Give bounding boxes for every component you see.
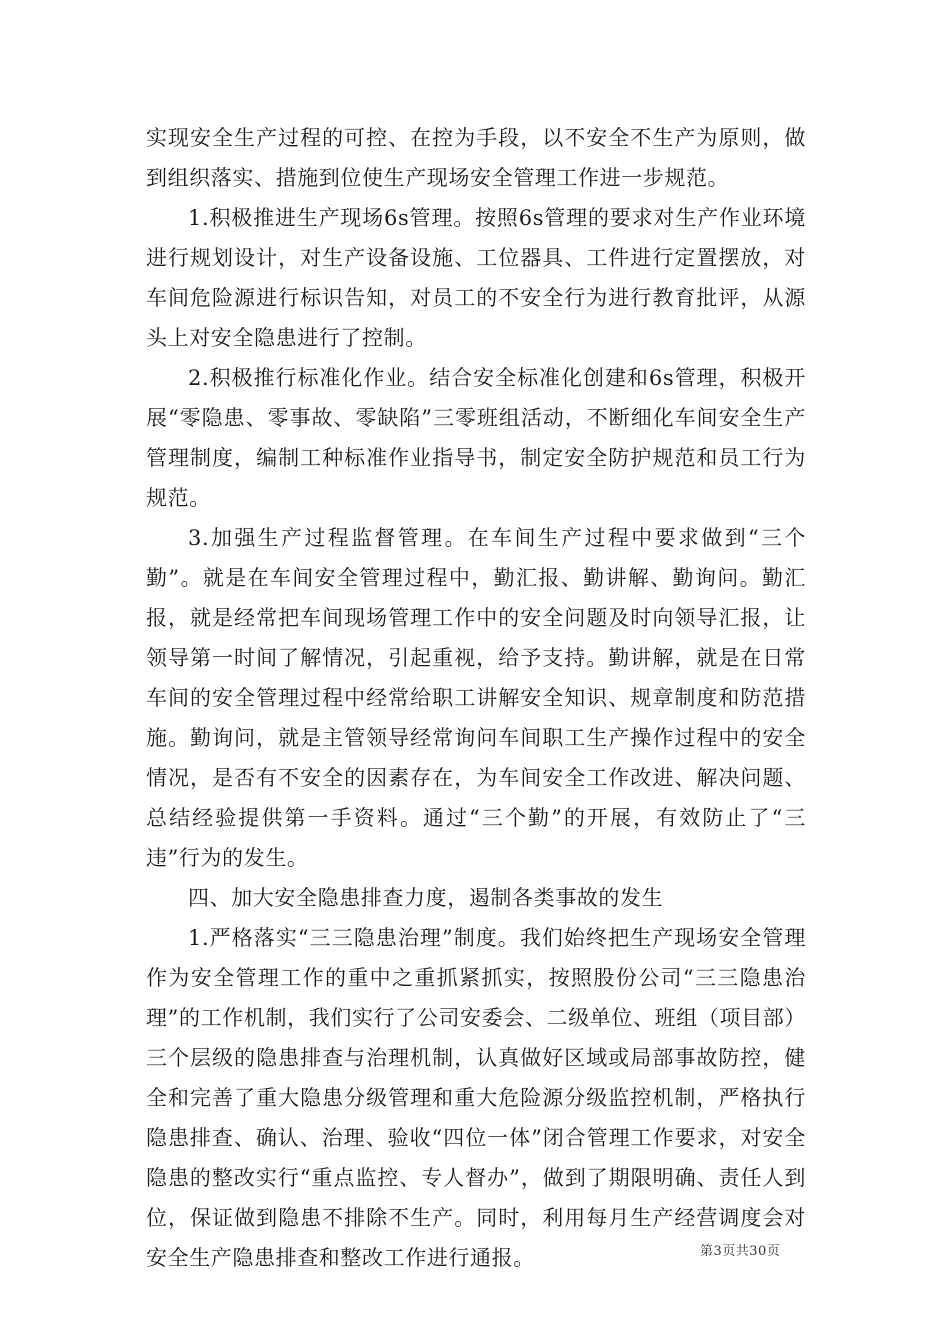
section-heading-hazard-inspection: 四、加大安全隐患排查力度，遏制各类事故的发生 — [188, 886, 664, 910]
paragraph-hazard-governance: 1.严格落实“三三隐患治理”制度。我们始终把生产现场安全管理作为安全管理工作的重中之重抓紧抓实，按照股份公司“三三隐患治理”的工作机制，我们实行了公司安委会、二级单位、班组（项目部）三个层级的隐患排查与治理机制，认真做好区域或局部事故防控，健全和完善了重大隐患分级管理和重大危险源分级监控机制，严格执行隐患排查、确认、治理、验收“四位一体”闭合管理工作要求，对安全隐患的整改实行“重点监控、专人督办”，做到了期限明确、责任人到位，保证做到隐患不排除不生产。同时，利用每月生产经营调度会对安全生产隐患排查和整改工作进行通报。 — [146, 926, 806, 1270]
paragraph-continuation: 实现安全生产过程的可控、在控为手段，以不安全不生产为原则，做到组织落实、措施到位使生产现场安全管理工作进一步规范。 — [146, 126, 806, 190]
paragraph-standardized-work: 2.积极推行标准化作业。结合安全标准化创建和6s管理，积极开展“零隐患、零事故、零缺陷”三零班组活动，不断细化车间安全生产管理制度，编制工种标准作业指导书，制定安全防护规范和员工行为规范。 — [146, 366, 806, 510]
body-text — [146, 118, 806, 1278]
paragraph-process-supervision: 3.加强生产过程监督管理。在车间生产过程中要求做到“三个勤”。就是在车间安全管理过程中，勤汇报、勤讲解、勤询问。勤汇报，就是经常把车间现场管理工作中的安全问题及时向领导汇报，让领导第一时间了解情况，引起重视，给予支持。勤讲解，就是在日常车间的安全管理过程中经常给职工讲解安全知识、规章制度和防范措施。勤询问，就是主管领导经常询问车间职工生产操作过程中的安全情况，是否有不安全的因素存在，为车间安全工作改进、解决问题、总结经验提供第一手资料。通过“三个勤”的开展，有效防止了“三违”行为的发生。 — [146, 526, 806, 870]
paragraph-6s-management: 1.积极推进生产现场6s管理。按照6s管理的要求对生产作业环境进行规划设计，对生产设备设施、工位器具、工件进行定置摆放，对车间危险源进行标识告知，对员工的不安全行为进行教育批评，从源头上对安全隐患进行了控制。 — [146, 206, 806, 350]
page-number: 第3页共30页 — [700, 1244, 781, 1259]
